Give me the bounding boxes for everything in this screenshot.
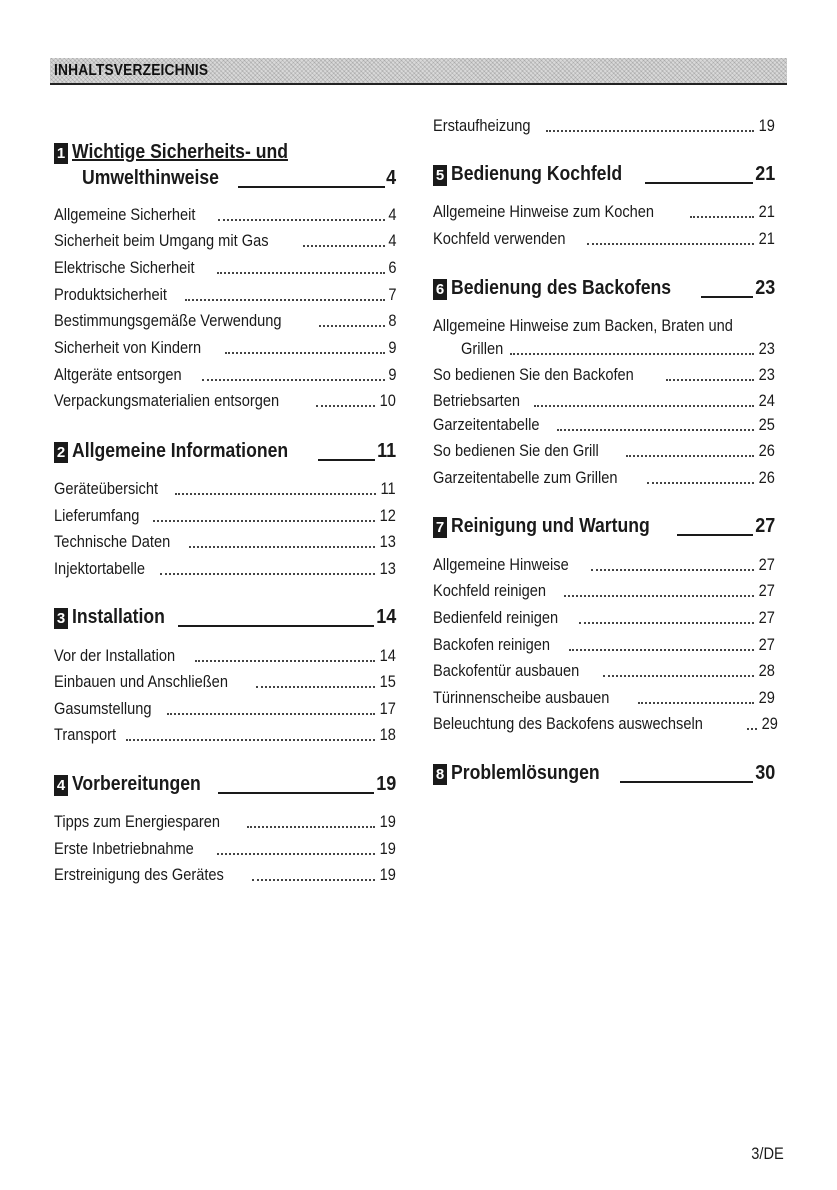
leader-dots [690,216,754,218]
section-2-heading[interactable] [54,439,396,463]
toc-entry-label: Kochfeld reinigen [433,581,546,600]
toc-entry-page: 24 [758,391,775,410]
toc-entry-page: 21 [758,202,775,221]
toc-entry-page: 19 [379,865,396,884]
section-1-page: 4 [385,167,396,189]
toc-entry-page: 26 [758,441,775,460]
section-2-rule [318,459,375,461]
section-1-heading[interactable] [54,140,396,190]
toc-entry-page: 6 [387,258,396,277]
section-3-title: Installation [72,606,165,628]
toc-entry-label: Erstaufheizung [433,116,531,135]
toc-entry-label: Sicherheit beim Umgang mit Gas [54,231,269,250]
toc-entry[interactable] [54,863,396,885]
toc-entry-label: Garzeitentabelle zum Grillen [433,468,618,487]
toc-entry-page: 23 [758,339,775,358]
toc-entry[interactable] [54,670,396,692]
toc-entry-page: 15 [379,672,396,691]
toc-entry-label: Allgemeine Hinweise zum Kochen [433,202,655,221]
leader-dots [569,649,754,651]
section-4-number: 4 [54,775,68,796]
toc-entry[interactable] [433,659,775,681]
section-6-rule [701,296,753,298]
leader-dots [603,675,754,677]
toc-entry-label: Elektrische Sicherheit [54,258,195,277]
toc-entry-page: 21 [758,229,775,248]
toc-entry[interactable] [433,712,778,734]
toc-entry-page: 27 [758,635,775,654]
section-4-rule [218,792,373,794]
leader-dots [160,573,375,575]
toc-entry-label: Garzeitentabelle [433,415,540,434]
toc-entry-page: 28 [758,661,775,680]
toc-entry[interactable] [54,256,396,278]
leader-dots [546,130,754,132]
toc-entry[interactable] [54,723,396,745]
section-3-rule [178,625,374,627]
toc-entry[interactable] [54,203,396,225]
toc-entry[interactable] [54,477,396,499]
section-6-page: 23 [754,277,775,299]
section-1-rule [238,186,385,188]
leader-dots [175,493,376,495]
toc-entry-label: Produktsicherheit [54,285,167,304]
leader-dots [564,595,754,597]
leader-dots [626,455,754,457]
toc-entry-label: Backofen reinigen [433,635,551,654]
leader-dots [225,352,384,354]
toc-entry[interactable] [433,686,775,708]
toc-entry-label: Einbauen und Anschließen [54,672,228,691]
section-2-number: 2 [54,442,68,463]
leader-dots [316,405,375,407]
section-8-rule [620,781,753,783]
leader-dots [591,569,754,571]
toc-entry-page: 8 [387,311,396,330]
section-1-number: 1 [54,143,68,164]
toc-entry-label: Erstreinigung des Gerätes [54,865,224,884]
toc-entry-label: Transport [54,725,117,744]
section-6-title: Bedienung des Backofens [451,277,672,299]
toc-entry-label: Injektortabelle [54,559,146,578]
toc-entry[interactable] [54,530,396,552]
toc-entry[interactable] [54,336,396,358]
toc-entry-label: Betriebsarten [433,391,520,410]
section-5-number: 5 [433,165,447,186]
toc-entry-page: 27 [758,581,775,600]
toc-title: INHALTSVERZEICHNIS [54,62,209,79]
section-7-number: 7 [433,517,447,538]
toc-entry-page: 19 [379,839,396,858]
page-number: 3/DE [751,1144,784,1163]
section-1-title-line1: Wichtige Sicherheits- und [72,141,288,163]
section-5-rule [645,182,752,184]
leader-dots [579,622,755,624]
toc-entry-page: 19 [379,812,396,831]
toc-entry-label: Verpackungsmaterialien entsorgen [54,391,280,410]
toc-entry-page: 25 [758,415,775,434]
leader-dots [126,739,375,741]
leader-dots [747,728,757,730]
toc-entry[interactable] [433,633,775,655]
toc-entry-label: Allgemeine Sicherheit [54,205,196,224]
toc-entry[interactable] [433,389,775,411]
toc-entry-page: 19 [758,116,775,135]
leader-dots [252,879,376,881]
toc-entry[interactable] [433,227,775,249]
toc-entry-page: 4 [387,205,396,224]
leader-dots [167,713,375,715]
leader-dots [189,546,375,548]
section-2-page: 11 [376,440,396,462]
toc-entry-page: 12 [379,506,396,525]
toc-entry-label: Altgeräte entsorgen [54,365,182,384]
section-4-heading[interactable] [54,772,396,796]
section-2-title: Allgemeine Informationen [72,440,289,462]
toc-entry-label: Türinnenscheibe ausbauen [433,688,610,707]
toc-entry[interactable] [433,114,775,136]
toc-entry-label: Tipps zum Energiesparen [54,812,221,831]
toc-entry[interactable] [433,200,775,222]
toc-entry-label: Erste Inbetriebnahme [54,839,194,858]
toc-entry-multiline-second[interactable] [433,337,775,359]
section-3-page: 14 [375,606,396,628]
toc-entry-label: Lieferumfang [54,506,140,525]
section-3-number: 3 [54,608,68,629]
leader-dots [534,405,754,407]
section-3-heading[interactable] [54,605,396,629]
toc-entry[interactable] [433,413,775,435]
toc-entry[interactable] [54,504,396,526]
toc-entry-page: 9 [387,365,396,384]
toc-entry[interactable] [54,557,396,579]
toc-entry-page: 29 [758,688,775,707]
section-5-title: Bedienung Kochfeld [451,163,623,185]
toc-entry-label: Bestimmungsgemäße Verwendung [54,311,282,330]
toc-entry[interactable] [54,363,396,385]
toc-entry-page: 9 [387,338,396,357]
toc-entry-label: Sicherheit von Kindern [54,338,202,357]
toc-entry[interactable] [54,309,396,331]
leader-dots [587,243,754,245]
section-4-page: 19 [375,773,396,795]
toc-entry[interactable] [54,283,396,305]
section-8-title: Problemlösungen [451,762,600,784]
leader-dots [256,686,375,688]
toc-entry-label: Technische Daten [54,532,171,551]
toc-entry-page: 7 [387,285,396,304]
toc-entry-page: 29 [761,714,778,733]
toc-entry[interactable] [54,389,396,411]
leader-dots [195,660,375,662]
section-7-page: 27 [754,515,775,537]
toc-entry-page: 27 [758,555,775,574]
section-5-page: 21 [754,163,775,185]
toc-entry[interactable] [433,363,775,385]
leader-dots [185,299,384,301]
leader-dots [217,853,376,855]
leader-dots [217,272,384,274]
toc-entry-label: Backofentür ausbauen [433,661,580,680]
toc-entry[interactable] [54,229,396,251]
toc-entry-label: Allgemeine Hinweise zum Backen, Braten und [433,316,733,335]
section-7-rule [677,534,753,536]
toc-entry[interactable] [433,579,775,601]
toc-entry-label: Beleuchtung des Backofens auswechseln [433,714,703,733]
toc-entry-page: 14 [379,646,396,665]
toc-entry[interactable] [433,439,775,461]
toc-entry-label: So bedienen Sie den Backofen [433,365,634,384]
toc-entry-label: Vor der Installation [54,646,176,665]
toc-entry[interactable] [54,810,396,832]
section-5-heading[interactable] [433,162,775,186]
toc-entry-label: Grillen [461,339,504,358]
section-8-heading[interactable] [433,761,775,785]
leader-dots [647,482,754,484]
toc-entry-label: Kochfeld verwenden [433,229,566,248]
toc-entry-page: 4 [387,231,396,250]
section-6-heading[interactable] [433,276,775,300]
section-1-title-line2: Umwelthinweise [82,167,219,189]
leader-dots [202,379,384,381]
toc-entry-label: So bedienen Sie den Grill [433,441,599,460]
toc-entry-page: 10 [379,391,396,410]
toc-entry-multiline-first[interactable] [433,314,775,336]
leader-dots [638,702,754,704]
toc-entry[interactable] [54,697,396,719]
section-8-page: 30 [754,762,775,784]
section-8-number: 8 [433,764,447,785]
toc-entry-page: 26 [758,468,775,487]
toc-entry-label: Bedienfeld reinigen [433,608,559,627]
section-7-heading[interactable] [433,514,775,538]
section-4-title: Vorbereitungen [72,773,201,795]
leader-dots [666,379,754,381]
toc-entry-page: 13 [379,532,396,551]
toc-entry[interactable] [54,837,396,859]
toc-entry[interactable] [433,466,775,488]
toc-entry-label: Geräteübersicht [54,479,159,498]
toc-entry[interactable] [54,644,396,666]
leader-dots [510,353,754,355]
toc-entry[interactable] [433,553,775,575]
toc-entry-label: Allgemeine Hinweise [433,555,569,574]
leader-dots [153,520,375,522]
toc-entry-page: 27 [758,608,775,627]
toc-entry-page: 23 [758,365,775,384]
leader-dots [218,219,384,221]
leader-dots [303,245,384,247]
toc-header-band [50,58,787,85]
toc-entry-page: 11 [380,479,396,498]
section-7-title: Reinigung und Wartung [451,515,650,537]
toc-entry-label: Gasumstellung [54,699,152,718]
leader-dots [247,826,375,828]
leader-dots [319,325,385,327]
toc-entry[interactable] [433,606,775,628]
section-6-number: 6 [433,279,447,300]
toc-entry-page: 18 [379,725,396,744]
toc-entry-page: 13 [379,559,396,578]
leader-dots [557,429,754,431]
toc-entry-page: 17 [379,699,396,718]
